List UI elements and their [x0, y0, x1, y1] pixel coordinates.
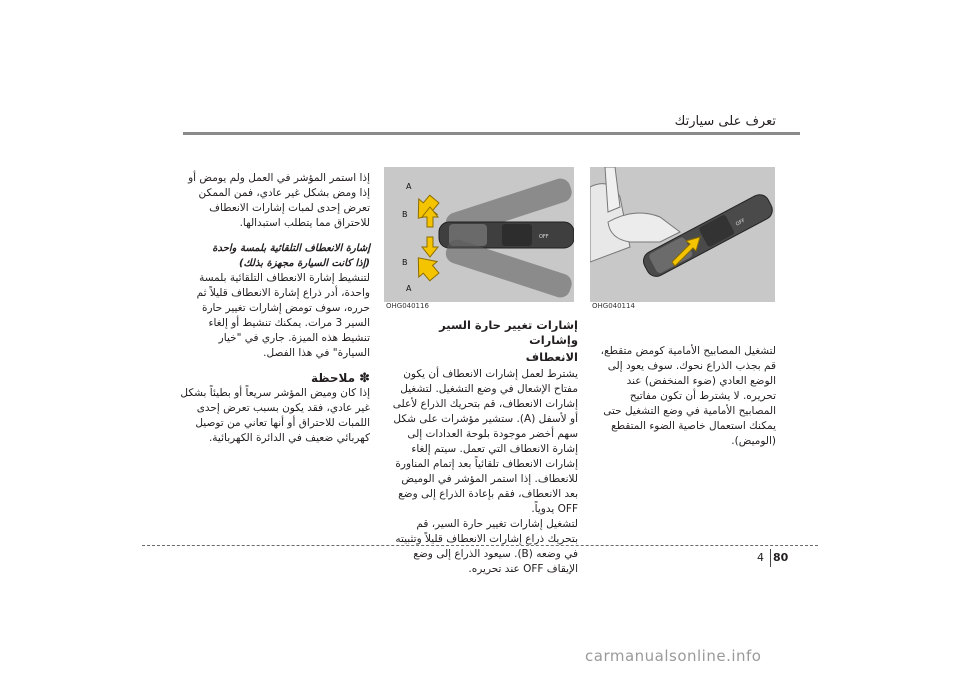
figure-turn-signal — [384, 167, 574, 302]
header-rule — [183, 132, 800, 135]
page-number: 80 — [773, 551, 789, 564]
subhead-if-equipped: (إذا كانت السيارة مجهزة بذلك) — [238, 258, 370, 269]
right-paragraph-1: لتشغيل المصابيح الأمامية كومض متقطع، قم بجذب الذراع نحوك. سوف يعود إلى الوضع العادي (ضوء المنخفض) عند تحريره. لا يشترط أن تكون مفاتيح المصابيح الأمامية في وضع التشغيل حتى يمكنك استعمال خاصية الضوء المتقطع (الوميض). — [600, 345, 776, 447]
left-paragraph-2: لتنشيط إشارة الانعطاف التلقائية بلمسة واحدة، أدر ذراع إشارة الانعطاف قليلاً ثم حرره، سوف تومض إشارات تغيير حارة السير 3 مرات. يمكنك تنشيط أو إلغاء تنشيط هذه الميزة. جاري في "خيار السيارة" في هذا الفصل. — [196, 272, 370, 359]
note-text: إذا كان وميض المؤشر سريعاً أو بطيئاً بشكل غير عادي، فقد يكون بسبب تعرض إحدى اللمبات للاحتراق أو أنها تعاني من توصيل كهربائي ضعيف في الدائرة الكهربائية. — [180, 387, 370, 444]
left-column — [180, 171, 370, 446]
turn-signal-illustration — [384, 167, 574, 302]
middle-column — [390, 318, 578, 577]
lever-hand-illustration — [590, 167, 775, 302]
watermark-text: carmanualsonline.info — [585, 647, 762, 665]
header-title: تعرف على سيارتك — [674, 114, 776, 129]
chapter-number: 4 — [757, 551, 764, 564]
footer-rule — [142, 545, 818, 546]
section-heading-line2: الانعطاف — [525, 350, 578, 364]
label-a-bottom: A — [406, 284, 412, 293]
label-b-top: B — [402, 210, 408, 219]
right-column — [599, 344, 776, 449]
section-heading-line1: إشارات تغيير حارة السير وإشارات — [439, 318, 578, 347]
note-star-icon: ✽ — [359, 371, 370, 386]
svg-text:OFF: OFF — [734, 217, 747, 228]
note-title: ملاحظة — [310, 371, 356, 385]
footer-divider — [770, 549, 771, 567]
figure-headlight-flash — [590, 167, 775, 302]
middle-paragraph-1: يشترط لعمل إشارات الانعطاف أن يكون مفتاح الإشعال في وضع التشغيل. لتشغيل إشارات الانعطاف، قم بتحريك الذراع لأعلى أو لأسفل (A). ستشير مؤشرات على شكل سهم أخضر موجودة بلوحة العدادات إلى إشارة الانعطاف التي تعمل. سيتم إلغاء إشارات الانعطاف تلقائياً بعد إتمام المناورة للانعطاف. إذا استمر المؤشر في الوميض بعد الانعطاف، فقم بإعادة الذراع إلى وضع OFF يدوياً. — [392, 368, 578, 515]
label-a-top: A — [406, 182, 412, 191]
note-heading — [180, 371, 370, 386]
figure-caption-right: OHG040114 — [592, 302, 635, 310]
svg-text:OFF: OFF — [539, 234, 549, 240]
middle-paragraph-2: لتشغيل إشارات تغيير حارة السير، قم بتحريك ذراع إشارات الانعطاف قليلاً وتثبيته في وضعه (B). سيعود الذراع إلى وضع الإيقاف OFF عند تحريره. — [395, 518, 578, 575]
subhead-one-touch: إشارة الانعطاف التلقائية بلمسة واحدة — [212, 243, 370, 254]
label-b-bottom: B — [402, 258, 408, 267]
left-paragraph-1: إذا استمر المؤشر في العمل ولم يومض أو إذا ومض بشكل غير عادي، فمن الممكن تعرض إحدى لمبات إشارات الانعطاف للاحتراق مما يتطلب استبدالها. — [188, 172, 370, 229]
figure-caption-middle: OHG040116 — [386, 302, 429, 310]
